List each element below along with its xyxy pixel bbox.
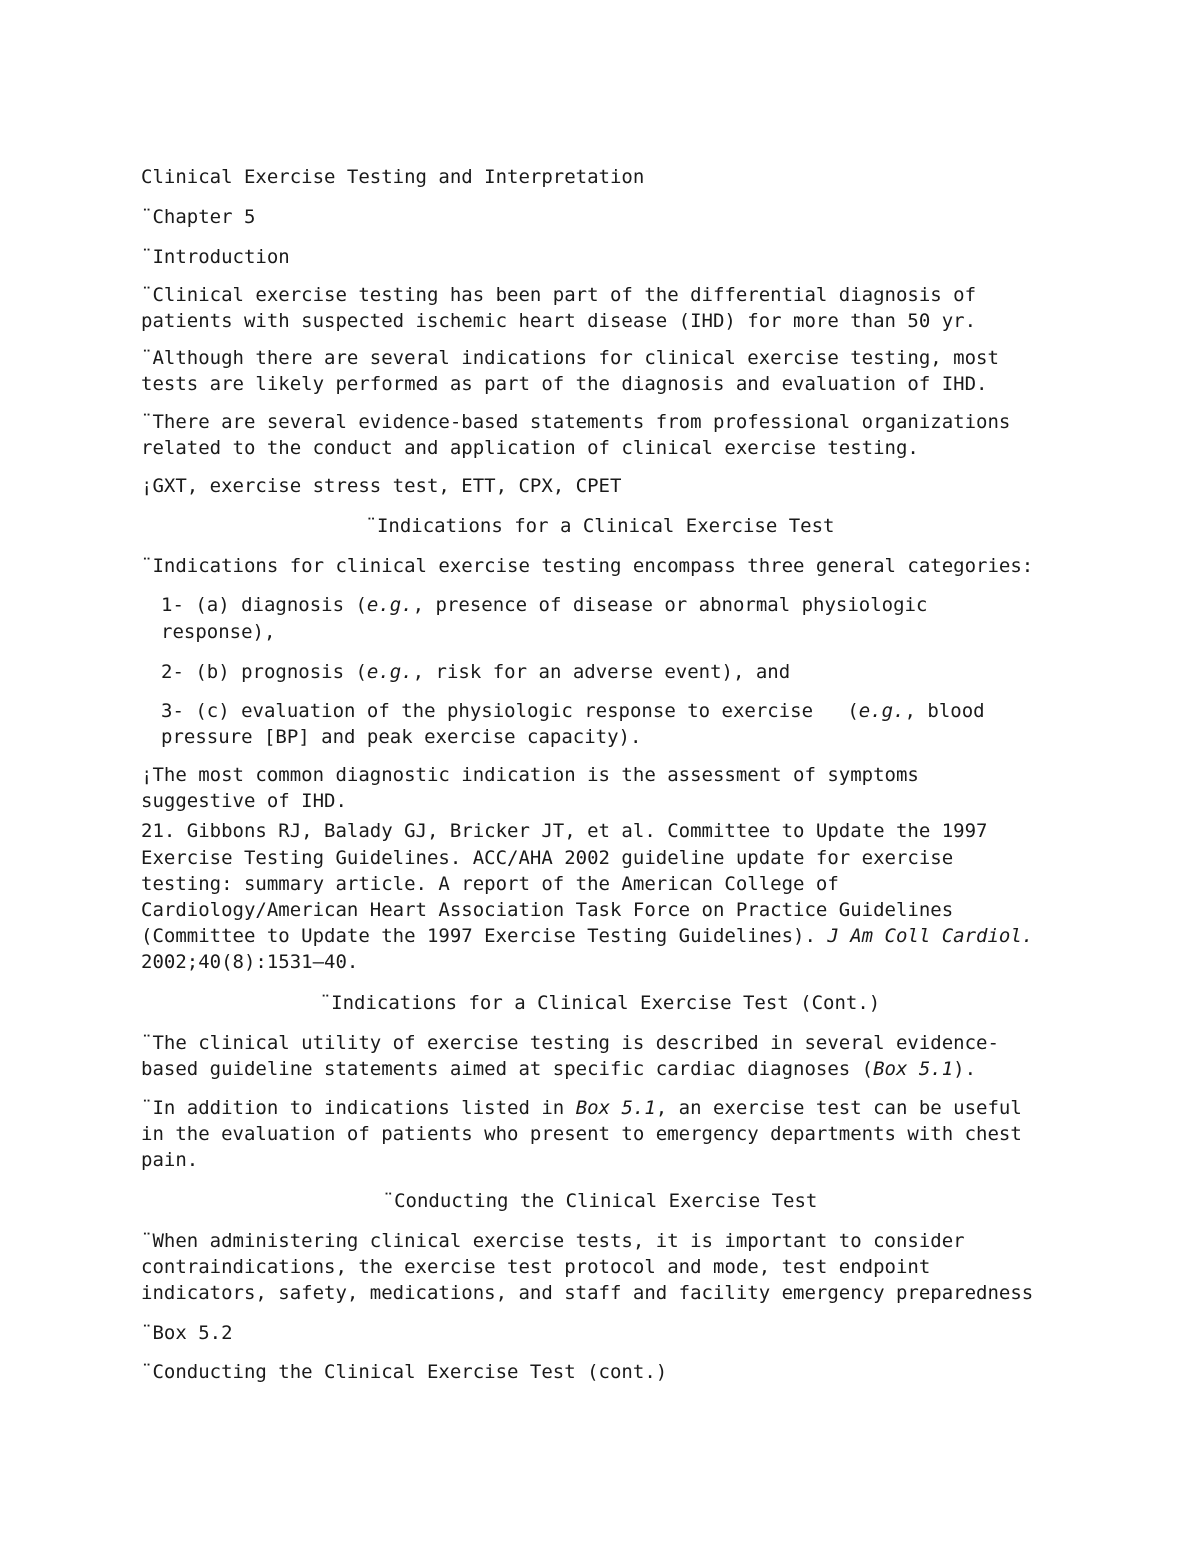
intro-paragraph-1-line-2: patients with suspected ischemic heart disease (IHD) for more than 50 yr. <box>141 310 977 332</box>
indications-intro: ¨Indications for clinical exercise testing encompass three general categories: <box>141 555 1034 577</box>
addition-line-1: ¨In addition to indications listed in Box 5.1, an exercise test can be useful <box>141 1097 1022 1119</box>
reference-line-5: (Committee to Update the 1997 Exercise Testing Guidelines). J Am Coll Cardiol. <box>141 925 1034 947</box>
utility-line-2: based guideline statements aimed at specific cardiac diagnoses (Box 5.1). <box>141 1058 977 1080</box>
reference-line-4: Cardiology/American Heart Association Task Force on Practice Guidelines <box>141 899 954 921</box>
conducting-line-3: indicators, safety, medications, and staff and facility emergency preparedness <box>141 1282 1034 1304</box>
conducting-cont-heading: ¨Conducting the Clinical Exercise Test (cont.) <box>141 1361 668 1383</box>
utility-line-1: ¨The clinical utility of exercise testing is described in several evidence- <box>141 1032 999 1054</box>
addition-line-2: in the evaluation of patients who present to emergency departments with chest <box>141 1123 1022 1145</box>
conducting-heading: ¨Conducting the Clinical Exercise Test <box>382 1190 818 1212</box>
category-1-line-2: response), <box>161 621 276 643</box>
intro-paragraph-3-line-1: ¨There are several evidence-based statements from professional organizations <box>141 411 1011 433</box>
reference-line-3: testing: summary article. A report of the American College of <box>141 873 839 895</box>
category-1-line-1: 1- (a) diagnosis (e.g., presence of disease or abnormal physiologic <box>161 594 928 616</box>
box-reference: ¨Box 5.2 <box>141 1322 233 1344</box>
reference-line-2: Exercise Testing Guidelines. ACC/AHA 2002 guideline update for exercise <box>141 847 954 869</box>
intro-paragraph-1-line-1: ¨Clinical exercise testing has been part of the differential diagnosis of <box>141 284 977 306</box>
conducting-line-2: contraindications, the exercise test protocol and mode, test endpoint <box>141 1256 931 1278</box>
addition-line-3: pain. <box>141 1149 199 1171</box>
common-indication-line-2: suggestive of IHD. <box>141 790 347 812</box>
intro-paragraph-2-line-2: tests are likely performed as part of the diagnosis and evaluation of IHD. <box>141 373 988 395</box>
indications-heading: ¨Indications for a Clinical Exercise Test <box>365 515 835 537</box>
intro-paragraph-3-line-2: related to the conduct and application of clinical exercise testing. <box>141 437 919 459</box>
common-indication-line-1: ¡The most common diagnostic indication is the assessment of symptoms <box>141 764 919 786</box>
intro-paragraph-2-line-1: ¨Although there are several indications for clinical exercise testing, most <box>141 347 999 369</box>
introduction-heading: ¨Introduction <box>141 246 290 268</box>
reference-line-1: 21. Gibbons RJ, Balady GJ, Bricker JT, et al. Committee to Update the 1997 <box>141 820 988 842</box>
category-2: 2- (b) prognosis (e.g., risk for an adverse event), and <box>161 661 791 683</box>
reference-line-6: 2002;40(8):1531–40. <box>141 951 359 973</box>
category-3-line-2: pressure [BP] and peak exercise capacity). <box>161 726 642 748</box>
chapter-label: ¨Chapter 5 <box>141 206 256 228</box>
test-synonyms: ¡GXT, exercise stress test, ETT, CPX, CPET <box>141 475 622 497</box>
category-3-line-1: 3- (c) evaluation of the physiologic response to exercise (e.g., blood <box>161 700 985 722</box>
conducting-line-1: ¨When administering clinical exercise tests, it is important to consider <box>141 1230 965 1252</box>
journal-name: J Am Coll Cardiol. <box>827 925 1034 947</box>
document-title: Clinical Exercise Testing and Interpretation <box>141 166 645 188</box>
indications-cont-heading: ¨Indications for a Clinical Exercise Test (Cont.) <box>319 992 881 1014</box>
